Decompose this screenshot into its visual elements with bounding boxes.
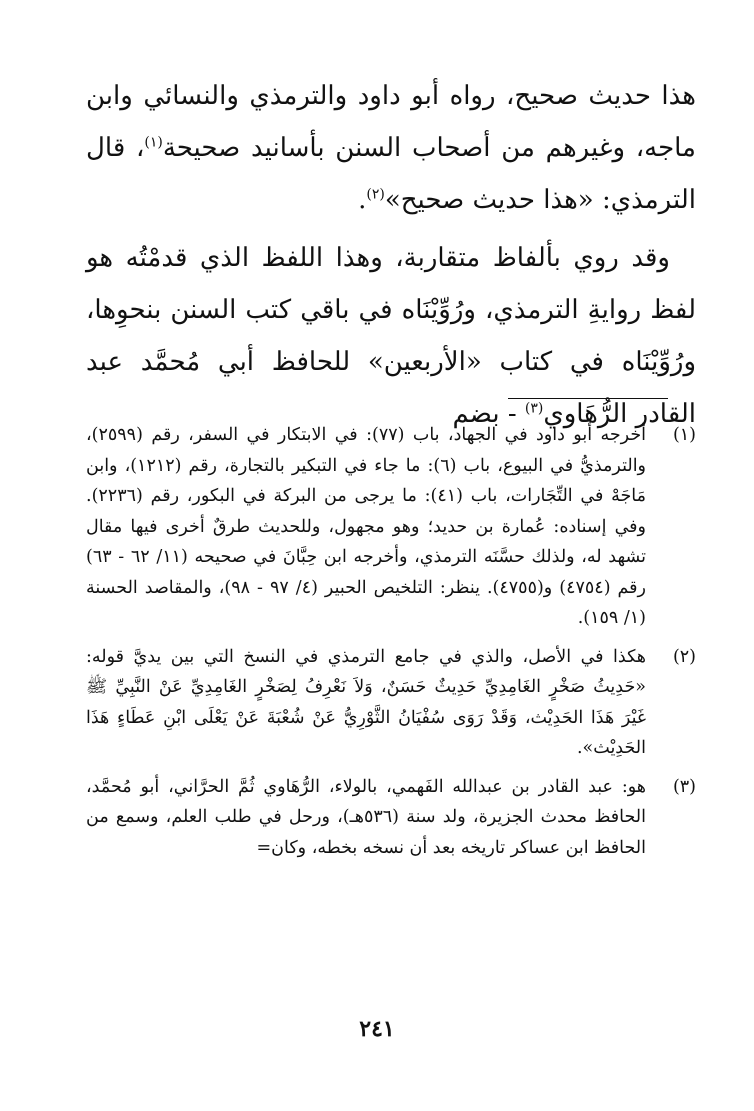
footnote-divider bbox=[508, 398, 668, 399]
main-text bbox=[86, 70, 696, 440]
paragraph-1-text-2: ، قال الترمذي: «هذا حديث صحيح» bbox=[86, 133, 696, 215]
footnote-number: (٢) bbox=[672, 646, 696, 667]
footnote-ref-2: (٢) bbox=[366, 186, 385, 203]
footnote-text: هو: عبد القادر بن عبدالله الفَهمي، بالولاء، الرُّهَاوي ثُمَّ الحرَّاني، أبو مُحمَّد، الحافظ محدث الجزيرة، ولد سنة (٥٣٦هـ)، ورحل في طلب العلم، وسمع من الحافظ ابن عساكر تاريخه بعد أن نسخه بخطه، وكان= bbox=[86, 776, 646, 858]
paragraph-2 bbox=[86, 232, 696, 440]
paragraph-1 bbox=[86, 70, 696, 226]
footnote-1 bbox=[86, 420, 696, 634]
footnote-text: هكذا في الأصل، والذي في جامع الترمذي في النسخ التي بين يديَّ قوله: «حَدِيثُ صَخْرٍ الغَامِدِيِّ حَدِيثٌ حَسَنٌ، وَلاَ نَعْرِفُ لِصَخْرٍ الغَامِدِيِّ عَنْ النَّبِيِّ ﷺ غَيْرَ هَذَا الحَدِيْث، وَقَدْ رَوَى سُفْيَانُ الثَّوْرِيُّ عَنْ شُعْبَةَ عَنْ يَعْلَى ابْنِ عَطَاءٍ هَذَا الحَدِيْث». bbox=[86, 646, 646, 758]
paragraph-1-end: . bbox=[358, 185, 367, 215]
page-number: ٢٤١ bbox=[359, 1016, 395, 1042]
footnote-text: أخرجه أبو داود في الجهاد، باب (٧٧): في الابتكار في السفر، رقم (٢٥٩٩)، والترمذيُّ في البيوع، باب (٦): ما جاء في التبكير بالتجارة، رقم (١٢١٢)، وابن مَاجَهْ في التِّجَارات، باب (٤١): ما يرجى من البركة في البكور، رقم (٢٢٣٦). وفي إسناده: عُمارة بن حديد؛ وهو مجهول، وللحديث طرقٌ أخرى فيها مقال تشهد له، ولذلك حسَّنَه الترمذي، وأخرجه ابن حِبَّانَ في صحيحه (١١/ ٦٢ - ٦٣) رقم (٤٧٥٤) و(٤٧٥٥). ينظر: التلخيص الحبير (٤/ ٩٧ - ٩٨)، والمقاصد الحسنة (١/ ١٥٩). bbox=[86, 425, 647, 628]
footnote-3 bbox=[86, 772, 696, 864]
paragraph-2-text: وقد روي بألفاظ متقاربة، وهذا اللفظ الذي قدمْتُه هو لفظ روايةِ الترمذي، ورُوِّيْنَاه في باقي كتب السنن بنحوِها، ورُوِّيْنَاه في كتاب «الأربعين» للحافظ أبي مُحمَّد عبد القادر الرُّهَاوي bbox=[86, 243, 696, 429]
footnote-ref-3: (٣) bbox=[524, 400, 544, 417]
footnotes bbox=[86, 420, 696, 871]
paragraph-2-end: - بضم bbox=[452, 399, 525, 429]
footnote-number: (٣) bbox=[672, 776, 696, 797]
footnote-2 bbox=[86, 642, 696, 764]
footnote-number: (١) bbox=[672, 425, 696, 445]
paragraph-1-text: هذا حديث صحيح، رواه أبو داود والترمذي والنسائي وابن ماجه، وغيرهم من أصحاب السنن بأسانيد صحيحة bbox=[86, 81, 696, 163]
footnote-ref-1: (١) bbox=[144, 134, 163, 151]
